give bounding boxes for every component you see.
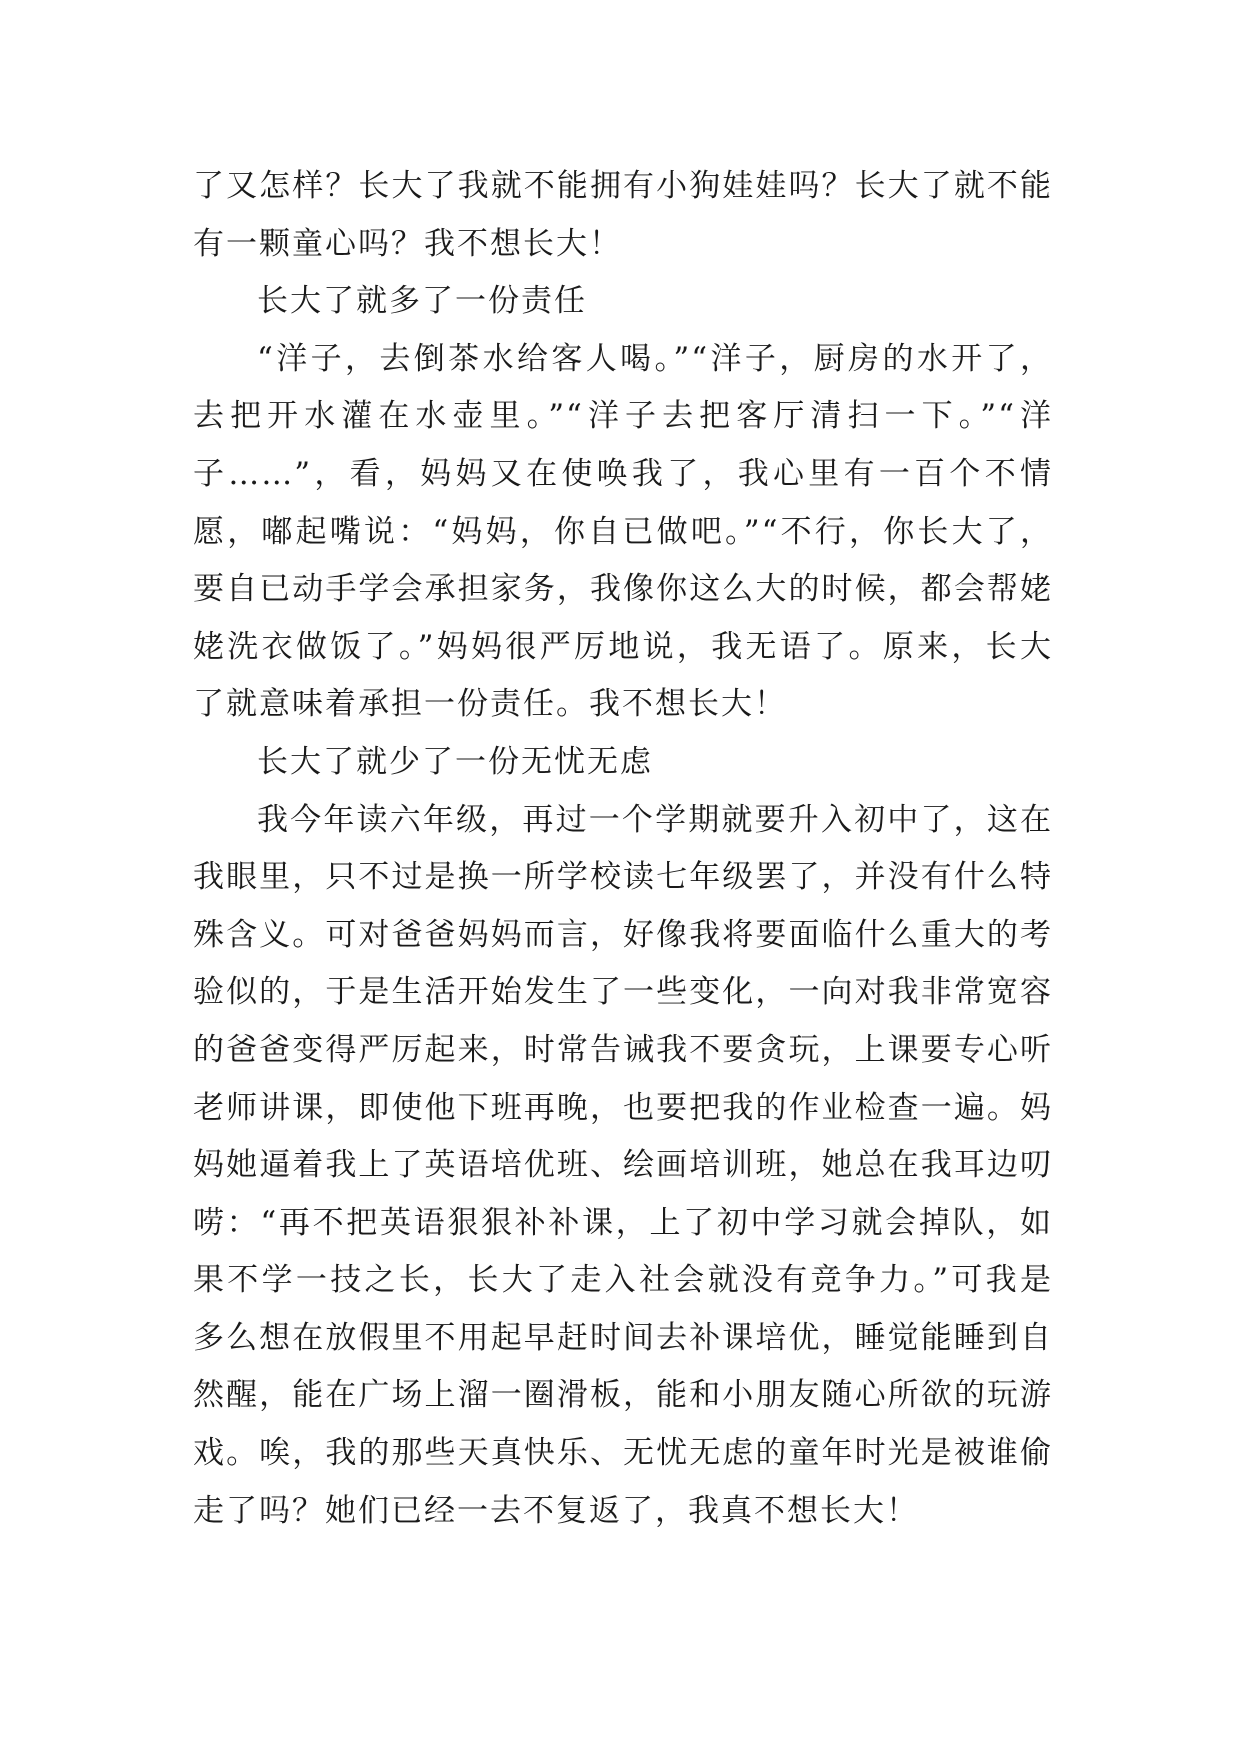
paragraph-1: 了又怎样？长大了我就不能拥有小狗娃娃吗？长大了就不能有一颗童心吗？我不想长大！ [193,168,1053,262]
document-body [193,158,1053,1540]
paragraph-2: “洋子，去倒茶水给客人喝。”“洋子，厨房的水开了，去把开水灌在水壶里。”“洋子去把客厅清扫一下。”“洋子……”，看，妈妈又在使唤我了，我心里有一百个不情愿，嘟起嘴说：“妈妈，你自已做吧。”“不行，你长大了，要自已动手学会承担家务，我像你这么大的时候，都会帮姥姥洗衣做饭了。”妈妈很严厉地说，我无语了。原来，长大了就意味着承担一份责任。我不想长大！ [193,340,1053,723]
section-heading-carefree: 长大了就少了一份无忧无虑 [257,743,653,780]
paragraph-3: 我今年读六年级，再过一个学期就要升入初中了，这在我眼里，只不过是换一所学校读七年级罢了，并没有什么特殊含义。可对爸爸妈妈而言，好像我将要面临什么重大的考验似的，于是生活开始发生了一些变化，一向对我非常宽容的爸爸变得严厉起来，时常告诫我不要贪玩，上课要专心听老师讲课，即使他下班再晚，也要把我的作业检查一遍。妈妈她逼着我上了英语培优班、绘画培训班，她总在我耳边叨唠：“再不把英语狠狠补补课，上了初中学习就会掉队，如果不学一技之长，长大了走入社会就没有竞争力。”可我是多么想在放假里不用起早赶时间去补课培优，睡觉能睡到自然醒，能在广场上溜一圈滑板，能和小朋友随心所欲的玩游戏。唉，我的那些天真快乐、无忧无虑的童年时光是被谁偷走了吗？她们已经一去不复返了，我真不想长大！ [193,801,1053,1529]
section-heading-responsibility: 长大了就多了一份责任 [257,283,587,320]
